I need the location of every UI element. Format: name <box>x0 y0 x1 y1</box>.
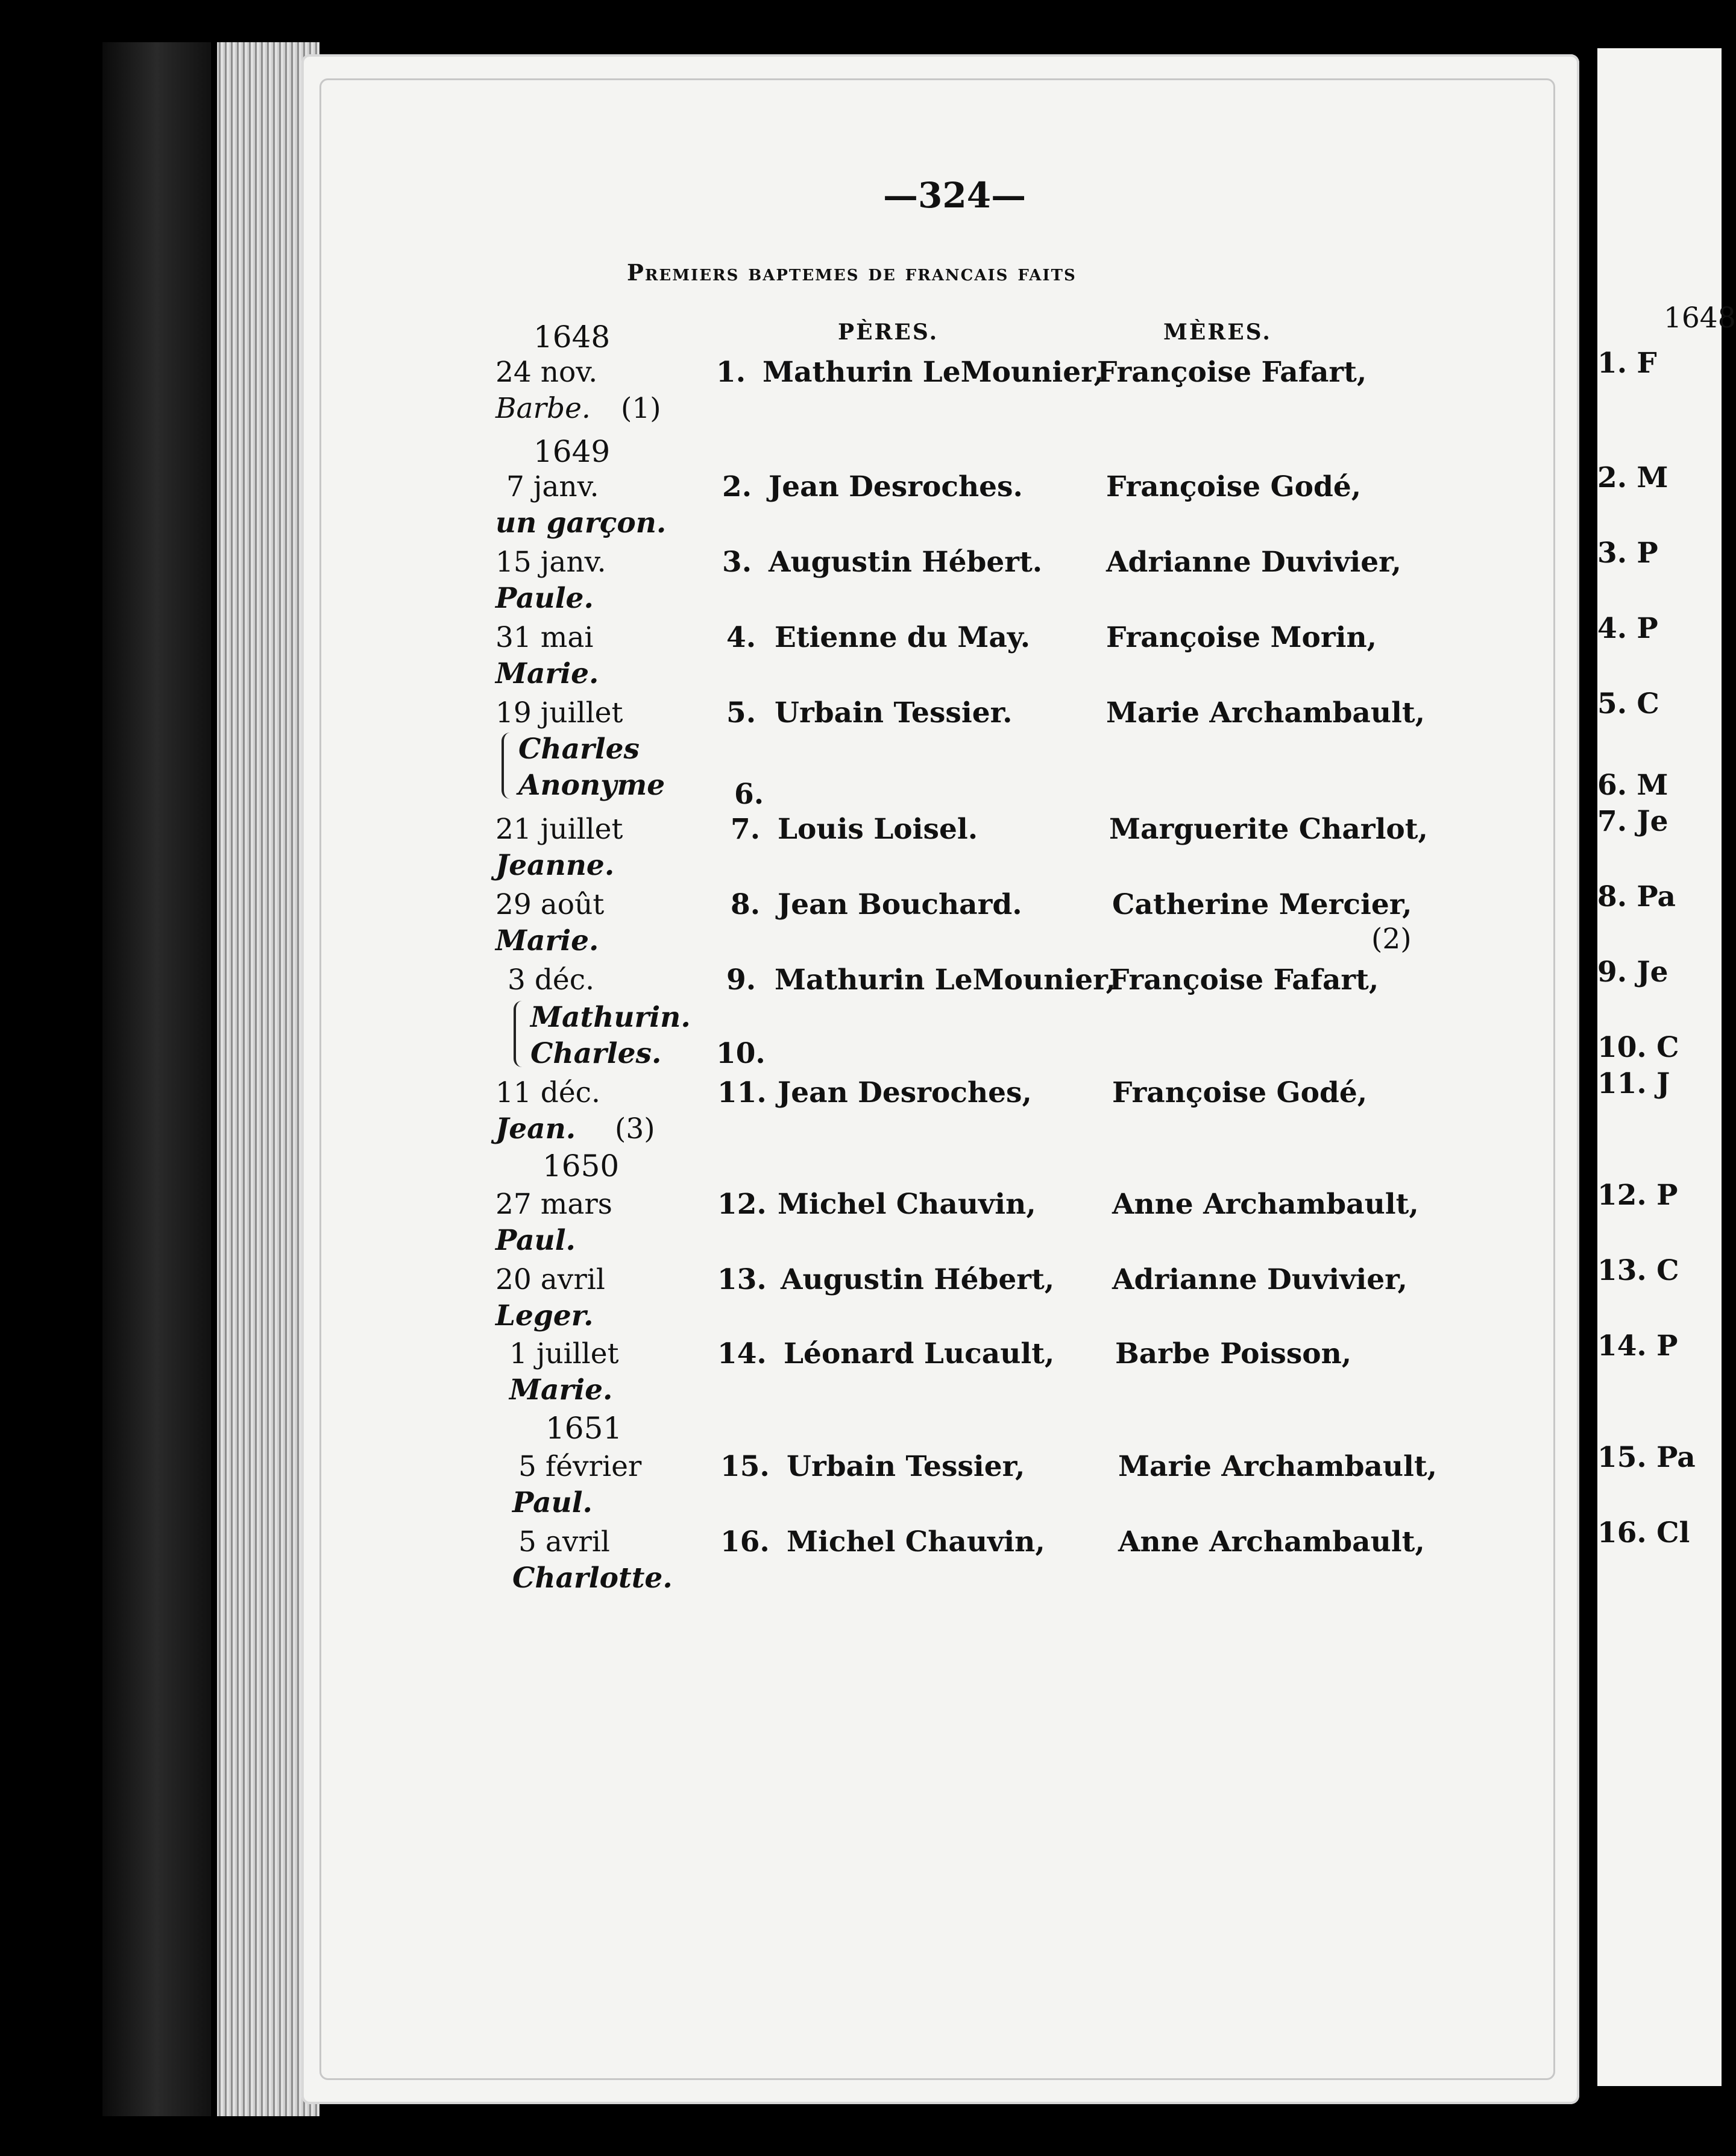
entry-mother: Anne Archambault, <box>1112 1188 1419 1221</box>
page-number: —324— <box>883 175 1027 216</box>
entry-number: 7. <box>731 813 761 846</box>
right-line: 3. P <box>1597 537 1658 570</box>
book-edge-dark <box>102 42 211 2116</box>
entry-father: Jean Desroches. <box>769 470 1023 503</box>
entry-mother: Adrianne Duvivier, <box>1112 1263 1407 1296</box>
right-line: 12. P <box>1597 1179 1678 1212</box>
entry-date: 3 déc. <box>508 963 595 997</box>
entry-number: 16. <box>720 1525 770 1559</box>
entry-mother: Marie Archambault, <box>1106 696 1425 730</box>
footnote-mark: (1) <box>621 392 661 425</box>
entry-child: Marie. <box>509 1373 613 1407</box>
year-heading: 1648 <box>533 320 611 355</box>
entry-father: Urbain Tessier. <box>775 696 1013 730</box>
right-line: 2. M <box>1597 461 1668 494</box>
entry-child: Jeanne. <box>495 849 615 882</box>
right-line: 1. F <box>1597 347 1657 380</box>
entry-number: 1. <box>716 356 746 389</box>
right-line: 14. P <box>1597 1329 1678 1363</box>
entry-number: 13. <box>717 1263 767 1296</box>
brace <box>514 1001 524 1067</box>
entry-child: Charles. <box>530 1037 662 1070</box>
page-title: Premiers baptemes de francais faits <box>627 259 1077 286</box>
footnote-mark: (2) <box>1371 922 1412 956</box>
entry-date: 19 juillet <box>495 696 623 730</box>
entry-mother: Adrianne Duvivier, <box>1106 546 1401 579</box>
right-line: 13. C <box>1597 1254 1679 1287</box>
entry-number: 5. <box>726 696 756 730</box>
entry-child: Charlotte. <box>512 1562 673 1595</box>
column-header-peres: PÈRES. <box>838 320 939 345</box>
entry-number: 2. <box>722 470 752 503</box>
year-heading: 1650 <box>542 1149 620 1184</box>
right-line: 9. Je <box>1597 956 1668 989</box>
right-line: 15. Pa <box>1597 1441 1696 1474</box>
entry-mother: Françoise Godé, <box>1106 470 1362 503</box>
entry-mother: Catherine Mercier, <box>1112 888 1412 921</box>
entry-number: 9. <box>726 963 756 997</box>
right-line: 4. P <box>1597 612 1658 645</box>
entry-date: 27 mars <box>495 1188 612 1221</box>
right-line: 5. C <box>1597 687 1659 720</box>
footnote-mark: (3) <box>615 1112 655 1146</box>
entry-date: 24 nov. <box>495 356 598 389</box>
entry-father: Léonard Lucault, <box>784 1337 1055 1370</box>
entry-date: 5 février <box>518 1450 642 1483</box>
entry-mother: Françoise Morin, <box>1106 621 1377 654</box>
right-line: 6. M <box>1597 769 1668 802</box>
book-gutter <box>1579 36 1597 2122</box>
entry-date: 31 mai <box>495 621 594 654</box>
entry-child: Paul. <box>512 1486 593 1519</box>
entry-child: Marie. <box>495 657 599 690</box>
entry-child: Anonyme <box>518 769 665 802</box>
entry-number: 14. <box>717 1337 767 1370</box>
left-page <box>301 54 1579 2104</box>
entry-number: 8. <box>731 888 761 921</box>
right-page-fragment <box>1597 48 1736 2086</box>
column-header-meres: MÈRES. <box>1163 320 1272 345</box>
entry-date: 20 avril <box>495 1263 605 1296</box>
entry-date: 29 août <box>495 888 605 921</box>
right-line: 10. C <box>1597 1031 1679 1064</box>
entry-mother: Françoise Fafart, <box>1097 356 1367 389</box>
entry-father: Louis Loisel. <box>778 813 978 846</box>
entry-mother: Françoise Fafart, <box>1109 963 1379 997</box>
entry-number: 6. <box>734 778 764 811</box>
entry-father: Augustin Hébert, <box>781 1263 1055 1296</box>
year-heading: 1651 <box>546 1411 623 1446</box>
entry-number: 3. <box>722 546 752 579</box>
right-line: 16. Cl <box>1597 1516 1690 1549</box>
entry-father: Mathurin LeMounier, <box>763 356 1104 389</box>
entry-child: Paule. <box>495 582 594 615</box>
entry-child: Paul. <box>495 1224 576 1257</box>
year-heading: 1649 <box>533 434 611 469</box>
entry-date: 5 avril <box>518 1525 610 1559</box>
entry-mother: Marguerite Charlot, <box>1109 813 1428 846</box>
entry-father: Augustin Hébert. <box>769 546 1043 579</box>
entry-father: Jean Bouchard. <box>778 888 1022 921</box>
brace <box>502 733 512 799</box>
entry-date: 11 déc. <box>495 1076 600 1109</box>
entry-date: 7 janv. <box>506 470 599 503</box>
entry-mother: Marie Archambault, <box>1118 1450 1437 1483</box>
entry-child: un garçon. <box>495 506 667 540</box>
entry-child: Jean. <box>495 1112 576 1146</box>
entry-date: 1 juillet <box>509 1337 619 1370</box>
entry-child: Mathurin. <box>530 1001 691 1034</box>
entry-number: 10. <box>716 1037 766 1070</box>
entry-father: Mathurin LeMounier, <box>775 963 1116 997</box>
entry-mother: Barbe Poisson, <box>1115 1337 1352 1370</box>
entry-mother: Anne Archambault, <box>1118 1525 1425 1559</box>
entry-father: Michel Chauvin, <box>778 1188 1036 1221</box>
entry-number: 4. <box>726 621 756 654</box>
entry-father: Urbain Tessier, <box>787 1450 1025 1483</box>
entry-number: 12. <box>717 1188 767 1221</box>
entry-father: Michel Chauvin, <box>787 1525 1045 1559</box>
entry-child: Barbe. <box>495 392 591 425</box>
entry-mother: Françoise Godé, <box>1112 1076 1368 1109</box>
entry-number: 15. <box>720 1450 770 1483</box>
right-line: 8. Pa <box>1597 880 1676 913</box>
entry-number: 11. <box>717 1076 767 1109</box>
right-line: 11. J <box>1597 1067 1670 1100</box>
entry-father: Etienne du May. <box>775 621 1031 654</box>
entry-child: Marie. <box>495 924 599 957</box>
entry-child: Leger. <box>495 1299 594 1332</box>
entry-date: 15 janv. <box>495 546 606 579</box>
right-line: 7. Je <box>1597 805 1668 838</box>
right-year: 1648 <box>1664 301 1736 335</box>
entry-father: Jean Desroches, <box>778 1076 1032 1109</box>
entry-child: Charles <box>518 733 640 766</box>
entry-date: 21 juillet <box>495 813 623 846</box>
